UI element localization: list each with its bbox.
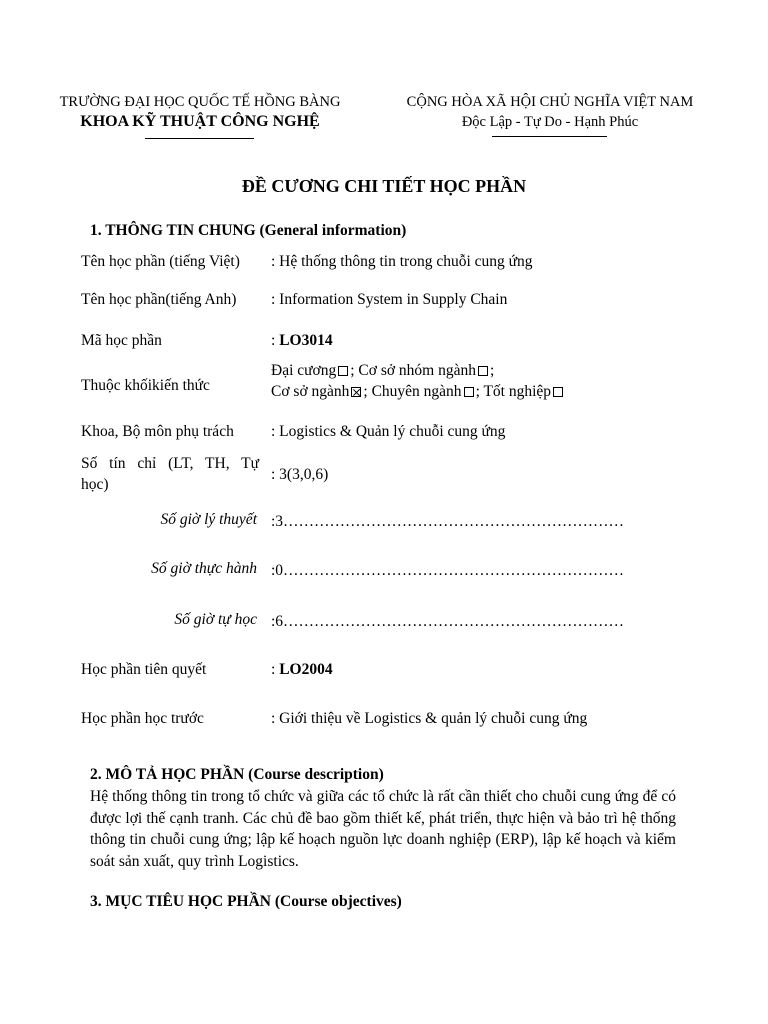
- knowledge-line-1: [271, 360, 565, 381]
- row-label-knowledge-block: Thuộc khốikiến thức: [81, 377, 210, 394]
- value-prefix: :: [271, 332, 280, 349]
- checkbox-tot-nghiep[interactable]: [553, 387, 563, 397]
- prerequisite-code: LO2004: [279, 661, 333, 678]
- checkbox-co-so-nhom-nganh[interactable]: [478, 366, 488, 376]
- country-name: CỘNG HÒA XÃ HỘI CHỦ NGHĨA VIỆT NAM: [406, 94, 694, 110]
- row-value-prerequisite: [271, 659, 333, 680]
- faculty-name: KHOA KỸ THUẬT CÔNG NGHỆ: [80, 113, 320, 130]
- row-value-department: : Logistics & Quản lý chuỗi cung ứng: [271, 423, 506, 440]
- row-label-practice-hours: Số giờ thực hành: [151, 560, 257, 577]
- option-dai-cuong: Đại cương: [271, 362, 337, 379]
- row-value-self-study-hours: :6…………………………………………………………: [271, 613, 625, 630]
- row-value-course-name-en: : Information System in Supply Chain: [271, 291, 508, 308]
- row-label-prerequisite: Học phần tiên quyết: [81, 661, 207, 678]
- header-left-underline: [145, 138, 254, 139]
- checkbox-dai-cuong[interactable]: [338, 366, 348, 376]
- section-1-heading: 1. THÔNG TIN CHUNG (General information): [90, 222, 407, 239]
- row-label-credits: [81, 453, 259, 495]
- row-label-department: Khoa, Bộ môn phụ trách: [81, 423, 234, 440]
- row-label-theory-hours: Số giờ lý thuyết: [160, 511, 257, 528]
- course-code: LO3014: [279, 332, 333, 349]
- value-prefix: :: [271, 661, 280, 678]
- row-value-practice-hours: :0…………………………………………………………: [271, 562, 625, 579]
- row-value-knowledge-block: [271, 360, 565, 402]
- course-description: Hệ thống thông tin trong tổ chức và giữa các tổ chức là rất cần thiết cho chuỗi cung ứng để có được lợi thế cạnh tranh. Các chủ đề bao gồm thiết kế, phát triển, thực hiện và bảo trì hệ thống thông tin chuỗi cung ứng; lập kế hoạch nguồn lực doanh nghiệp (ERP), lập kế hoạch và kiểm soát sản xuất, quy trình Logistics.: [90, 788, 676, 870]
- row-label-prior-course: Học phần học trước: [81, 710, 204, 727]
- option-tot-nghiep: ; Tốt nghiệp: [475, 383, 552, 400]
- header-right-underline: [492, 136, 607, 137]
- option-co-so-nganh: Cơ sở ngành: [271, 383, 350, 400]
- knowledge-line-2: [271, 381, 565, 402]
- option-chuyen-nganh: ; Chuyên ngành: [363, 383, 462, 400]
- document-title: ĐỀ CƯƠNG CHI TIẾT HỌC PHẦN: [241, 176, 527, 196]
- checkbox-chuyen-nganh[interactable]: [464, 387, 474, 397]
- national-header: [392, 93, 708, 133]
- section-3-heading: 3. MỤC TIÊU HỌC PHẦN (Course objectives): [90, 893, 402, 910]
- row-label-course-name-vi: Tên học phần (tiếng Việt): [81, 253, 240, 270]
- separator: ;: [490, 362, 495, 379]
- row-label-self-study-hours: Số giờ tự học: [174, 611, 257, 628]
- row-value-credits: : 3(3,0,6): [271, 466, 329, 483]
- row-label-course-name-en: Tên học phần(tiếng Anh): [81, 291, 237, 308]
- national-motto: Độc Lập - Tự Do - Hạnh Phúc: [461, 114, 639, 130]
- credits-label-line-1: Số tín chỉ (LT, TH, Tự: [81, 455, 259, 472]
- row-value-theory-hours: :3…………………………………………………………: [271, 513, 625, 530]
- option-co-so-nhom-nganh: ; Cơ sở nhóm ngành: [350, 362, 476, 379]
- row-value-prior-course: : Giới thiệu về Logistics & quản lý chuỗi cung ứng: [271, 710, 588, 727]
- university-header: [40, 93, 360, 133]
- credits-label-line-2: học): [81, 476, 109, 493]
- row-value-course-code: [271, 330, 333, 351]
- row-label-course-code: Mã học phần: [81, 332, 162, 349]
- checkbox-co-so-nganh-checked[interactable]: [351, 387, 361, 397]
- row-value-course-name-vi: : Hệ thống thông tin trong chuỗi cung ứng: [271, 253, 533, 270]
- section-2-heading: 2. MÔ TẢ HỌC PHẦN (Course description): [90, 766, 384, 783]
- university-name: TRƯỜNG ĐẠI HỌC QUỐC TẾ HỒNG BÀNG: [59, 94, 341, 110]
